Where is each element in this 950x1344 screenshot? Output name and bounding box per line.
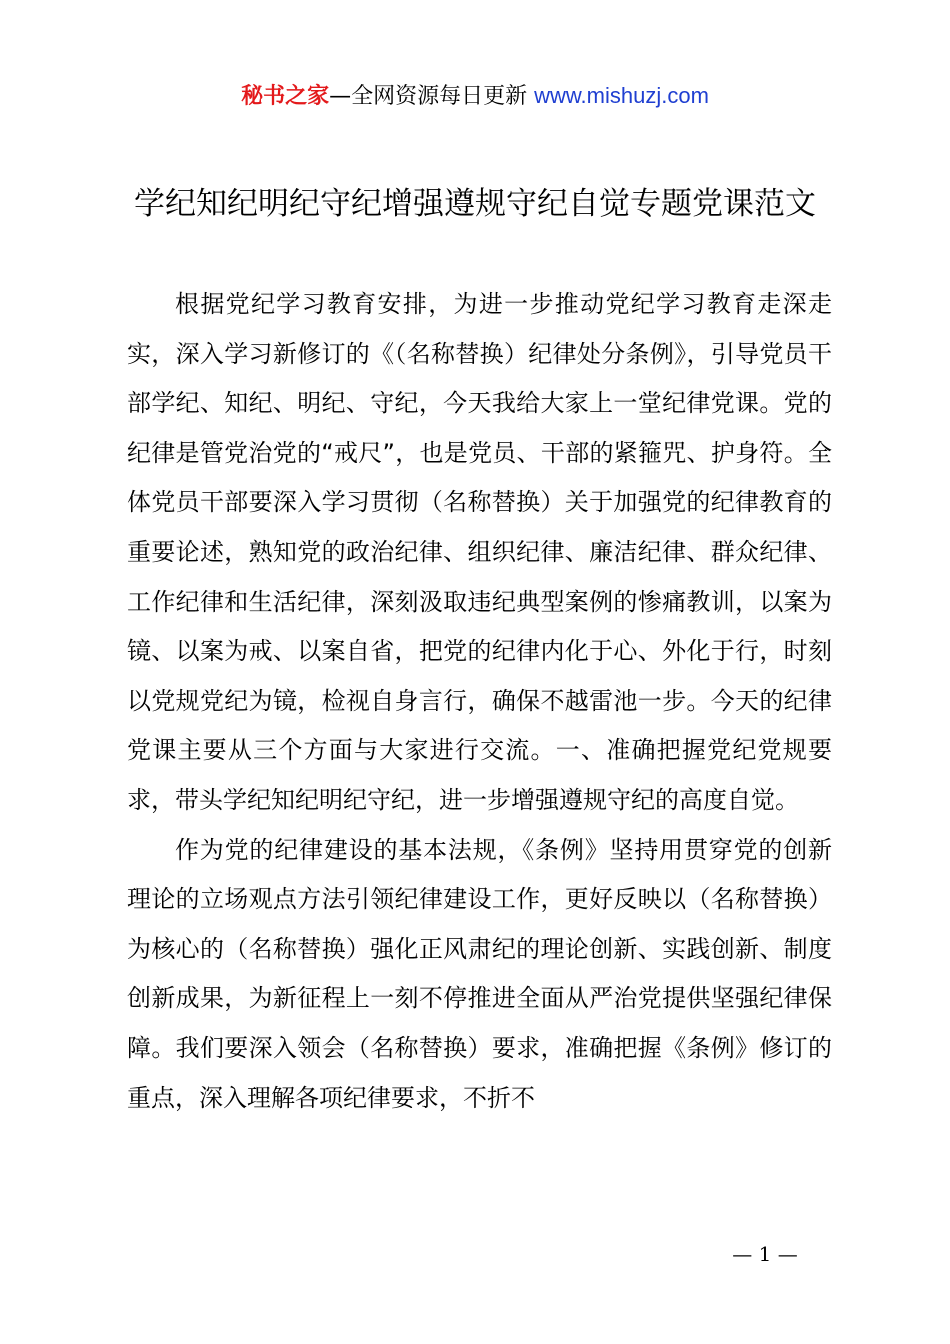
- page-number: — 1 —: [732, 1242, 798, 1266]
- site-brand: 秘书之家: [241, 84, 330, 109]
- document-title: 学纪知纪明纪守纪增强遵规守纪自觉专题党课范文: [134, 186, 816, 222]
- site-header: [0, 80, 950, 113]
- site-url-link[interactable]: www.mishuzj.com: [534, 83, 709, 108]
- site-tagline: —全网资源每日更新: [329, 84, 535, 109]
- body-paragraph: 根据党纪学习教育安排，为进一步推动党纪学习教育走深走实，深入学习新修订的《（名称替换）纪律处分条例》，引导党员干部学纪、知纪、明纪、守纪，今天我给大家上一堂纪律党课。党的纪律是管党治党的“戒尺”，也是党员、干部的紧箍咒、护身符。全体党员干部要深入学习贯彻（名称替换）关于加强党的纪律教育的重要论述，熟知党的政治纪律、组织纪律、廉洁纪律、群众纪律、工作纪律和生活纪律，深刻汲取违纪典型案例的惨痛教训，以案为镜、以案为戒、以案自省，把党的纪律内化于心、外化于行，时刻以党规党纪为镜，检视自身言行，确保不越雷池一步。今天的纪律党课主要从三个方面与大家进行交流。一、准确把握党纪党规要求，带头学纪知纪明纪守纪，进一步增强遵规守纪的高度自觉。: [127, 290, 832, 814]
- body-paragraph: 作为党的纪律建设的基本法规，《条例》坚持用贯穿党的创新理论的立场观点方法引领纪律建设工作，更好反映以（名称替换）为核心的（名称替换）强化正风肃纪的理论创新、实践创新、制度创新成果，为新征程上一刻不停推进全面从严治党提供坚强纪律保障。我们要深入领会（名称替换）要求，准确把握《条例》修订的重点，深入理解各项纪律要求，不折不: [127, 835, 832, 1112]
- document-body: [127, 280, 832, 1123]
